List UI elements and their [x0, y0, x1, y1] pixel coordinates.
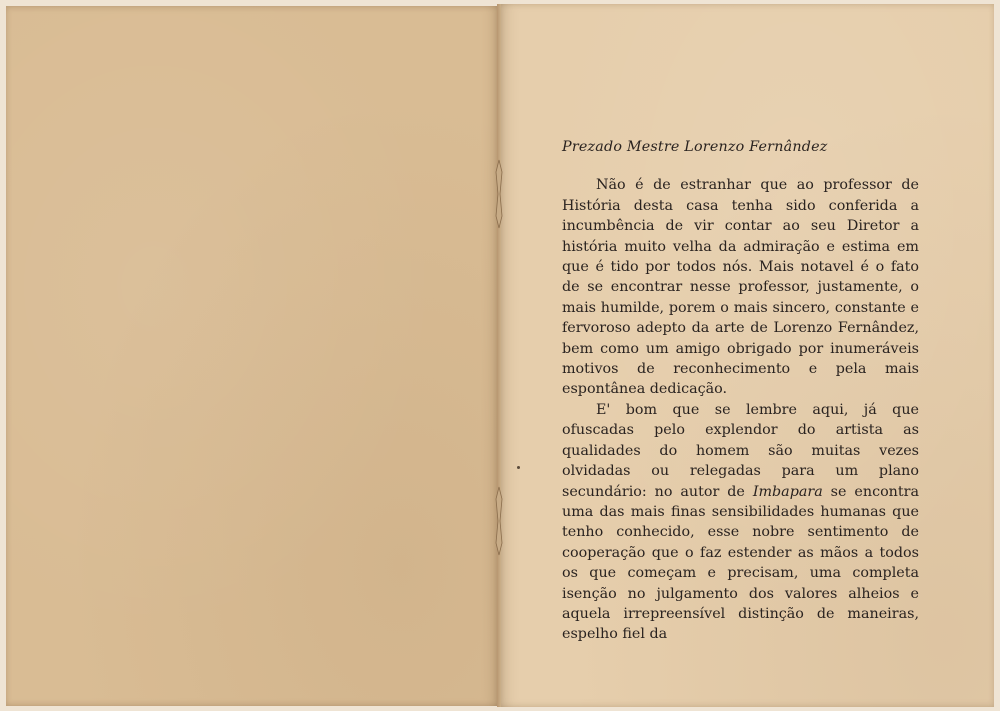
book-gutter — [497, 4, 501, 707]
work-title: Imbapara — [752, 483, 823, 500]
paper-speck — [517, 466, 520, 469]
paragraph-2-before: E' bom que se lembre aqui, já que ofuscadas pelo explendor do artista as qualidades do homem são muitas vezes olvidadas ou relegadas para um plano secundário: no autor de — [562, 401, 919, 500]
left-page-blank — [6, 6, 499, 706]
paragraph-2-after: se encontra uma das mais finas sensibilidades humanas que tenho conhecido, esse nobre sentimento de cooperação que o faz estender as mãos a todos os que começam e precisam, uma completa isenção no julgamento dos valores alheios e aquela irrepreensível distinção de maneiras, espelho fiel da — [562, 483, 919, 643]
paragraph-2 — [562, 400, 919, 645]
paragraph-1: Não é de estranhar que ao professor de História desta casa tenha sido conferida a incumbência de vir contar ao seu Diretor a história muito velha da admiração e estima em que é tido por todos nós. Mais notavel é o fato de se encontrar nesse professor, justamente, o mais humilde, porem o mais sincero, constante e fervoroso adepto da arte de Lorenzo Fernândez, bem como um amigo obrigado por inumeráveis motivos de reconhecimento e pela mais espontânea dedicação. — [562, 177, 919, 398]
salutation: Prezado Mestre Lorenzo Fernândez — [562, 139, 828, 155]
staple-bottom-icon — [494, 485, 504, 557]
letter-text — [562, 137, 919, 645]
staple-top-icon — [494, 158, 504, 230]
